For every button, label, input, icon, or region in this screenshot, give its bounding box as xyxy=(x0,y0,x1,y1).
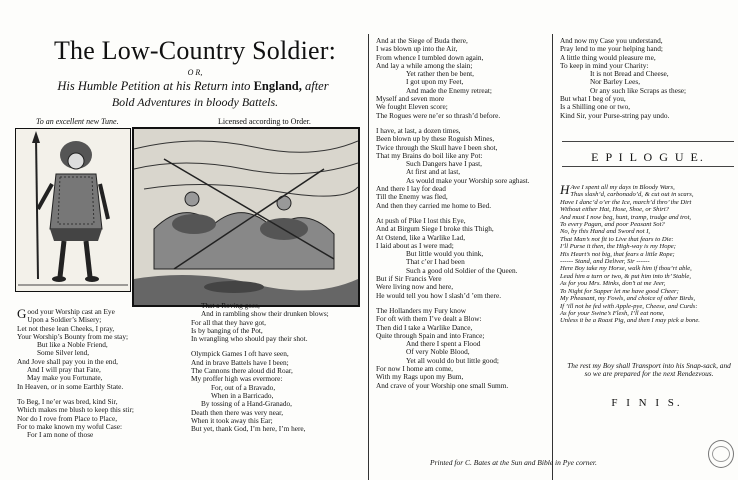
verse-column-4 xyxy=(560,37,730,120)
verse-line: And in brave Battels have I been; xyxy=(191,357,289,367)
verse-line: And Jove shall pay you in the end, xyxy=(17,356,118,366)
verse-line: And there I spent a Flood xyxy=(406,339,481,349)
verse-line: Let not these lean Cheeks, I pray, xyxy=(17,323,115,333)
verse-line: Twice through the Skull have I been shot, xyxy=(376,142,498,152)
verse-line: And crave of your Worship one small Summ. xyxy=(376,380,509,390)
verse-line: At first and at last, xyxy=(406,167,461,177)
epilogue-line: My Pheasant, my Fowls, and choice of other Birds, xyxy=(560,295,696,303)
verse-line: I got upon my Feet, xyxy=(406,77,464,87)
subtitle-part-2: after xyxy=(304,79,329,93)
verse-line: At push of Pike I lost this Eye, xyxy=(376,215,466,225)
epilogue-line: H Ave I spent all my days in Bloody Wars, xyxy=(560,182,675,197)
verse-line: Till the Enemy was fled, xyxy=(376,192,448,202)
verse-line: Olympick Games I oft have seen, xyxy=(191,349,289,359)
verse-line: For, out of a Bravado, xyxy=(211,382,276,392)
verse-line: For now I home am come, xyxy=(376,363,454,373)
column-divider xyxy=(368,34,369,480)
epilogue-line: As for you Mrs. Minks, don’t at me Jeer, xyxy=(560,280,666,288)
verse-column-3 xyxy=(376,37,546,390)
finis-heading: F I N I S. xyxy=(611,397,683,409)
verse-line: He would tell you how I slash’d ’em there. xyxy=(376,290,502,300)
verse-line: And then they carried me home to Bed. xyxy=(376,200,492,210)
verse-line: Death then there was very near, xyxy=(191,407,284,417)
verse-line: My proffer high was evermore: xyxy=(191,374,283,384)
drop-cap-g: G xyxy=(17,306,27,321)
verse-line: And lay a while among the slain; xyxy=(376,60,473,70)
soldier-figure-illustration xyxy=(16,129,130,291)
verse-line: From whence I tumbled down again, xyxy=(376,52,484,62)
verse-line: Of very Noble Blood, xyxy=(406,347,470,357)
epilogue-line: To every Pagan, and poor Peasant Sot? xyxy=(560,221,665,229)
epilogue-line: Thus slash’d, carbonado’d, & cut out in scars, xyxy=(570,191,694,199)
epilogue-line: Without either Hat, Hose, Shoe, or Shirt? xyxy=(560,206,669,214)
epilogue-line: Unless it be a Roast Pig, and then I may pick a bone. xyxy=(560,317,700,325)
verse-line: In Heaven, or in some Earthly State. xyxy=(17,381,124,391)
epilogue-line: As for your Swine’s Flesh, I’ll eat none, xyxy=(560,309,665,317)
epilogue-line: That Man’s not fit to Live that fears to Die: xyxy=(560,235,674,243)
verse-line: Upon a Soldier’s Misery; xyxy=(27,315,102,325)
verse-line: Kind Sir, your Purse-string pay undo. xyxy=(560,110,670,120)
verse-line: But yet, thank God, I’m here, I’m here, xyxy=(191,424,306,434)
verse-line: Good your Worship cast an Eye xyxy=(17,306,115,321)
verse-line: For to make known my woful Case: xyxy=(17,421,122,431)
verse-line: And at the Siege of Buda there, xyxy=(376,36,468,45)
verse-line: The Rogues were ne’er so thrash’d before. xyxy=(376,110,501,120)
verse-line: But like a Noble Friend, xyxy=(37,340,108,350)
verse-line: Yet all would do but little good; xyxy=(406,355,499,365)
verse-line: For all that they have got, xyxy=(191,317,266,327)
verse-line: At Ostend, like a Warlike Lad, xyxy=(376,232,466,242)
verse-line: Nor do I rove from Place to Place, xyxy=(17,413,118,423)
verse-line: Pray lend to me your helping hand; xyxy=(560,44,663,54)
subtitle-line-2: Bold Adventures in bloody Battels. xyxy=(111,95,279,109)
subtitle-bold: England, xyxy=(253,79,302,93)
epilogue-rule-top xyxy=(562,141,734,142)
verse-line: And in rambling show their drunken blows; xyxy=(201,309,329,319)
verse-column-2 xyxy=(191,302,361,433)
epilogue-line: Lead him a turn or two, & put him into th’ Stable, xyxy=(560,272,691,280)
verse-line: With my Rags upon my Bum, xyxy=(376,372,464,382)
verse-line: In wrangling who should pay their shot. xyxy=(191,334,308,344)
verse-line: Some Silver lend, xyxy=(37,348,90,358)
verse-line: Is by banging of the Pot, xyxy=(191,325,263,335)
library-stamp-inner xyxy=(712,446,730,462)
verse-line: I laid about as I were mad; xyxy=(376,240,454,250)
subtitle-line-1 xyxy=(14,79,372,94)
epilogue-line: His Heart’s not big, that fears a little Rope; xyxy=(560,250,675,258)
verse-line: As would make your Worship sore aghast. xyxy=(406,175,530,185)
epilogue-heading: E P I L O G U E. xyxy=(591,150,705,164)
verse-line: Such a good old Soldier of the Queen. xyxy=(406,265,518,275)
verse-line: By tossing of a Hand-Granado, xyxy=(201,399,292,409)
verse-line: That my Brains do boil like any Pot: xyxy=(376,150,483,160)
epilogue-line: To Night for Supper let me have good Cheer; xyxy=(560,287,679,295)
verse-line: For oft with them I’ve dealt a Blow: xyxy=(376,314,482,324)
epilogue-line: And must I now beg, hunt, tramp, trudge and trot, xyxy=(560,213,692,221)
verse-line: Or any such like Scraps as these; xyxy=(590,85,687,95)
tune-note: To an excellent new Tune. xyxy=(36,117,119,126)
verse-line: I have, at last, a dozen times, xyxy=(376,125,461,135)
verse-line: Myself and seven more xyxy=(376,94,445,104)
epilogue-text xyxy=(560,184,732,325)
epilogue-line: No, by this Hand and Sword not I, xyxy=(560,228,651,236)
verse-line: It is not Bread and Cheese, xyxy=(590,69,669,79)
verse-line: We fought Eleven score; xyxy=(376,102,448,112)
epilogue-rule-bottom xyxy=(562,166,734,167)
verse-line: Then did I take a Warlike Dance, xyxy=(376,322,473,332)
epilogue-line: Have I danc’d o’er the Ice, march’d thro’ the Dirt xyxy=(560,198,692,206)
verse-line: And now my Case you understand, xyxy=(560,36,663,45)
verse-line: May make you Fortunate, xyxy=(27,373,103,383)
verse-line: Yet rather then be bent, xyxy=(406,69,474,79)
epilogue-line: ------ Stand, and Deliver, Sir ------ xyxy=(560,258,650,266)
verse-line: And I will pray that Fate, xyxy=(27,365,101,375)
epilogue-line: I’ll Purse it then, the High-way is my Hope; xyxy=(560,243,676,251)
verse-line: To Beg, I ne’er was bred, kind Sir, xyxy=(17,396,118,406)
verse-line: But if Sir Francis Vere xyxy=(376,274,442,284)
verse-line: The Hollanders my Fury know xyxy=(376,305,466,315)
verse-line: When it took away this Ear; xyxy=(191,415,273,425)
epilogue-line: Here Boy take my Horse, walk him if thou’rt able, xyxy=(560,265,692,273)
verse-line: Been blown up by these Roguish Mines, xyxy=(376,134,495,144)
verse-line: And at Birgum Siege I broke this Thigh, xyxy=(376,224,494,234)
license-note: Licensed according to Order. xyxy=(218,117,311,126)
or-line: O R, xyxy=(187,68,203,77)
verse-line: That c’er I had been xyxy=(406,257,465,267)
column-divider xyxy=(552,34,553,480)
verse-line: But what I beg of you, xyxy=(560,94,626,104)
verse-line: I was blown up into the Air, xyxy=(376,44,458,54)
verse-line: Such Dangers have I past, xyxy=(406,159,482,169)
printer-imprint: Printed for C. Bates at the Sun and Bible in Pye corner. xyxy=(430,458,597,467)
verse-column-1 xyxy=(17,308,182,439)
subtitle-part-1: His Humble Petition at his Return into xyxy=(57,79,251,93)
verse-line: Your Worship’s Bounty from me stay; xyxy=(17,331,129,341)
verse-line: And there I lay for dead xyxy=(376,184,446,194)
verse-line: For I am none of those xyxy=(27,430,94,440)
verse-line: When in a Barricado, xyxy=(211,390,274,400)
soldier-woodcut-image xyxy=(15,128,131,292)
battle-woodcut-image xyxy=(132,127,360,307)
ballad-title: The Low-Country Soldier: xyxy=(53,36,337,65)
verse-line: Is a Shilling one or two, xyxy=(560,102,631,112)
verse-line: Which makes me blush to keep this stir; xyxy=(17,405,134,415)
verse-line: Were living now and here, xyxy=(376,282,454,292)
verse-line: To keep in mind your Charity: xyxy=(560,60,649,70)
verse-line: That a Roving goes, xyxy=(201,301,260,310)
verse-line: A little thing would pleasure me, xyxy=(560,52,656,62)
battle-scene-illustration xyxy=(134,129,358,305)
verse-line: Nor Barley Lees, xyxy=(590,77,641,87)
epilogue-closing: The rest my Boy shall Transport into his Snap-sack, and so we are prepared for the next Rendezvous. xyxy=(567,361,731,379)
verse-line: The Cannons there aloud did Roar, xyxy=(191,366,293,376)
drop-cap-h: H xyxy=(560,182,570,197)
verse-line: Quite through Spain and into France; xyxy=(376,330,485,340)
verse-line: But little would you think, xyxy=(406,249,484,259)
epilogue-line: If ’ill not be fed with Apple-pye, Cheese, and Curds: xyxy=(560,302,698,310)
verse-line: And made the Enemy retreat; xyxy=(406,85,492,95)
